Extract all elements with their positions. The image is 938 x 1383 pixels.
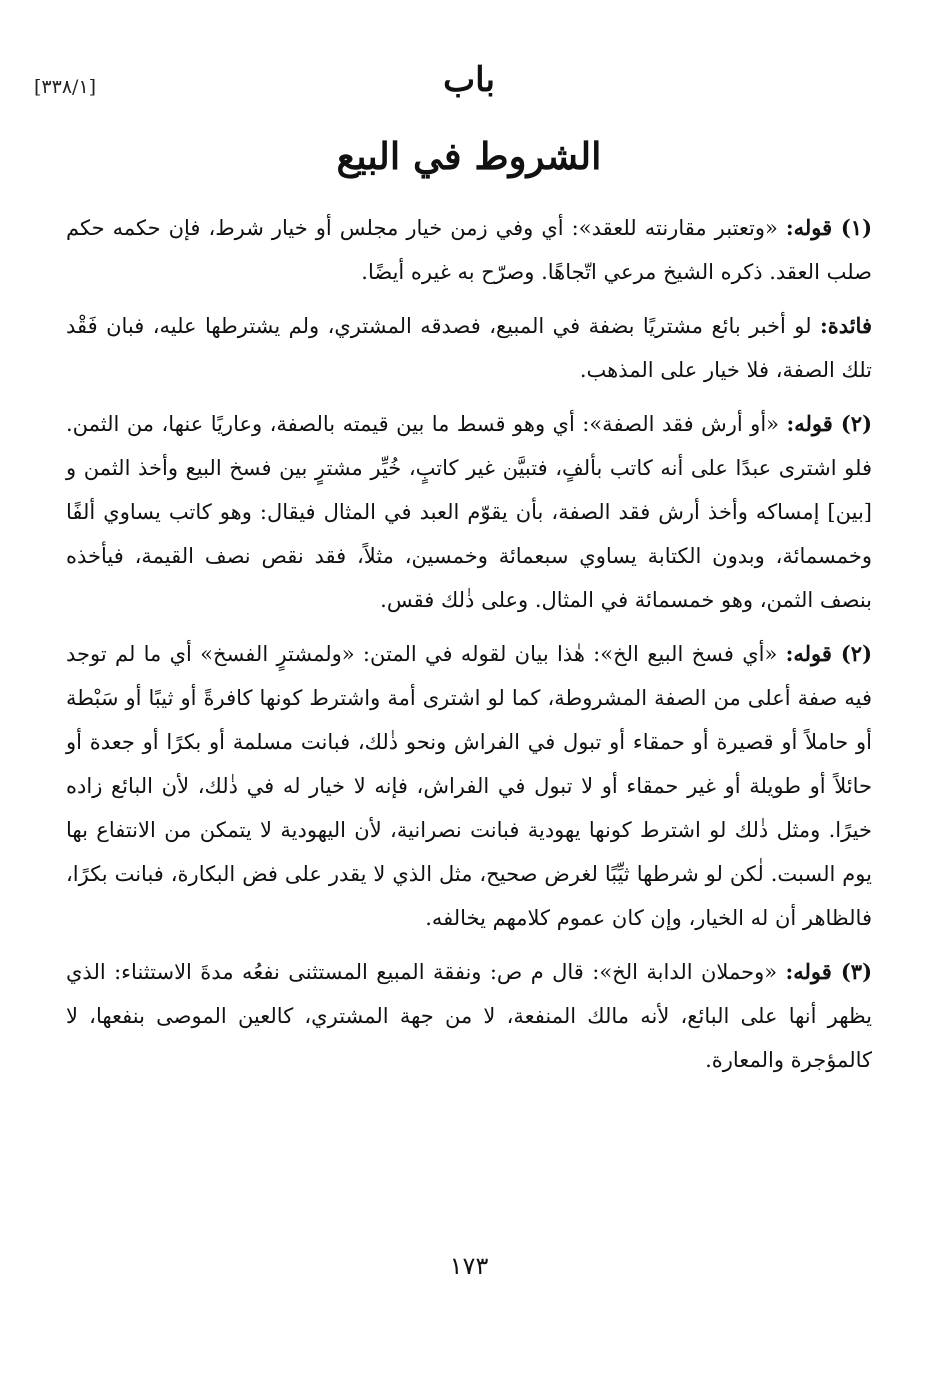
faida-paragraph xyxy=(66,304,872,392)
paragraph-text: «وتعتبر مقارنته للعقد»: أي وفي زمن خيار مجلس أو خيار شرط، فإن حكمه حكم صلب العقد. ذكره الشيخ مرعي اتّجاهًا. وصرّح به غيره أيضًا. xyxy=(66,216,872,284)
paragraph-text: لو أخبر بائع مشتريًا بضفة في المبيع، فصدقه المشتري، ولم يشترطها عليه، فبان فَقْد تلك الصفة، فلا خيار على المذهب. xyxy=(66,314,872,382)
paragraph-lead: (٢) قوله: xyxy=(786,411,872,436)
paragraph-lead: (٢) قوله: xyxy=(785,641,872,666)
paragraph-text: «أي فسخ البيع الخ»: هٰذا بيان لقوله في المتن: «ولمشترٍ الفسخ» أي ما لم توجد فيه صفة أعلى من الصفة المشروطة، كما لو اشترى أمة واشترط كونها كافرةً أو ثيبًا أو سَبْطة أو حاملاً أو قصيرة أو حمقاء أو تبول في الفراش ونحو ذٰلك، فبانت مسلمة أو بكرًا أو جعدة أو حائلاً أو طويلة أو غير حمقاء أو لا تبول في الفراش، فإنه لا خيار له في ذٰلك، لأن البائع زاده خيرًا. ومثل ذٰلك لو اشترط كونها يهودية فبانت نصرانية، لأن اليهودية لا يتمكن من الانتفاع بها يوم السبت. لٰكن لو شرطها ثيِّبًا لغرض صحيح، مثل الذي لا يقدر على فض البكارة، فبانت بكرًا، فالظاهر أن له الخيار، وإن كان عموم كلامهم يخالفه. xyxy=(66,642,872,930)
commentary-body xyxy=(66,206,872,1092)
page-number: ١٧٣ xyxy=(449,1252,489,1280)
commentary-paragraph-3 xyxy=(66,632,872,940)
paragraph-text: «أو أرش فقد الصفة»: أي وهو قسط ما بين قيمته بالصفة، وعاريًا عنها، من الثمن. فلو اشترى عبدًا على أنه كاتب بألفٍ، فتبيَّن غير كاتبٍ، خُيِّر مشترٍ بين فسخ البيع وأخذ الثمن و [بين] إمساكه وأخذ أرش فقد الصفة، بأن يقوّم العبد في المثال فيقال: وهو كاتب يساوي ألفًا وخمسمائة، وبدون الكتابة يساوي سبعمائة وخمسين، مثلاً، فقد نقص نصف القيمة، فيأخذه بنصف الثمن، وهو خمسمائة في المثال. وعلى ذٰلك فقس. xyxy=(66,412,872,612)
paragraph-lead: فائدة: xyxy=(819,313,872,338)
chapter-title: الشروط في البيع xyxy=(336,134,602,178)
volume-page-reference: [٣٣٨/١] xyxy=(34,76,97,98)
commentary-paragraph-2 xyxy=(66,402,872,622)
paragraph-lead: (٣) قوله: xyxy=(785,959,872,984)
bab-heading: باب xyxy=(443,60,495,100)
commentary-paragraph-4 xyxy=(66,950,872,1082)
commentary-paragraph-1 xyxy=(66,206,872,294)
paragraph-lead: (١) قوله: xyxy=(785,215,873,240)
paragraph-text: «وحملان الدابة الخ»: قال م ص: ونفقة المبيع المستثنى نفعُه مدةَ الاستثناء: الذي يظهر أنها على البائع، لأنه مالك المنفعة، لا من جهة المشتري، كالعين الموصى بنفعها، لا كالمؤجرة والمعارة. xyxy=(66,960,872,1072)
